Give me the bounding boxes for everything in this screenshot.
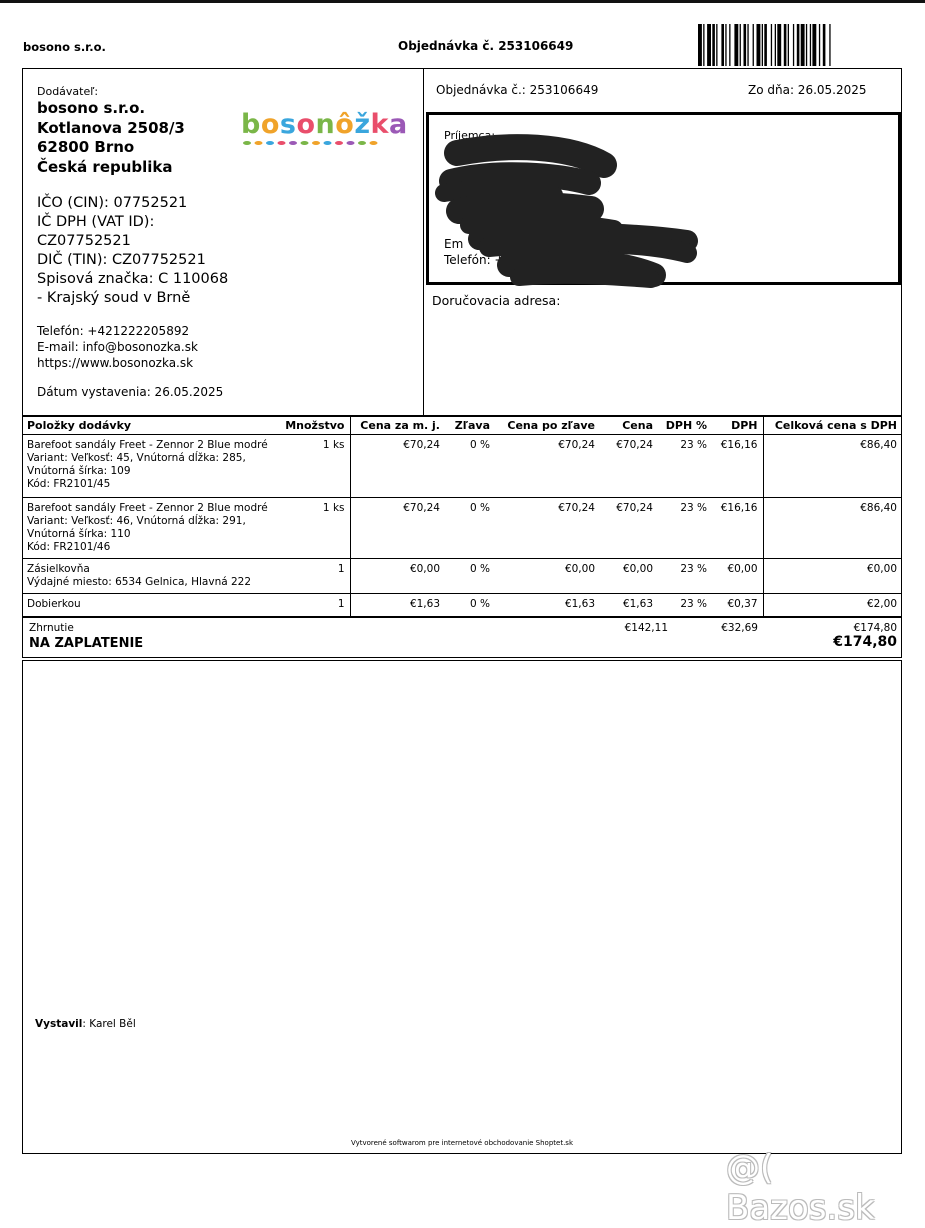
barcode-bar xyxy=(698,24,702,66)
recipient-email-partial: Em xyxy=(444,237,464,251)
bosonozka-logo xyxy=(239,105,408,147)
header-company: bosono s.r.o. xyxy=(23,40,106,54)
col-header-vat-pct: DPH % xyxy=(658,416,712,435)
item-total: €0,00 xyxy=(763,559,902,594)
supplier-id-line: - Krajský soud v Brně xyxy=(37,290,191,306)
notes-panel xyxy=(22,660,902,1154)
barcode-bar xyxy=(797,24,800,66)
barcode-bar xyxy=(721,24,724,66)
logo-footprint-dot xyxy=(243,141,251,145)
item-description xyxy=(22,594,280,616)
recipient-label: Príjemca: xyxy=(444,129,496,142)
col-header-unit-price: Cena za m. j. xyxy=(350,416,445,435)
item-vat: €0,00 xyxy=(712,559,763,594)
supplier-name-line: Česká republika xyxy=(37,157,173,176)
order-number: Objednávka č.: 253106649 xyxy=(436,83,599,97)
supplier-contact xyxy=(37,323,198,371)
logo-footprint-dot xyxy=(347,141,355,145)
summary-label: Zhrnutie xyxy=(29,622,74,634)
item-qty: 1 xyxy=(280,594,350,616)
item-price-after: €0,00 xyxy=(495,559,600,594)
summary-rule xyxy=(22,616,902,618)
svg-text:bosonôžka: bosonôžka xyxy=(241,109,408,140)
summary-grand-total: €174,80 xyxy=(833,634,897,650)
issue-date: Dátum vystavenia: 26.05.2025 xyxy=(37,385,224,399)
summary-price-total: €142,11 xyxy=(624,622,668,634)
supplier-id-line: Spisová značka: C 110068 xyxy=(37,271,229,287)
item-unit-price: €1,63 xyxy=(409,598,440,610)
barcode-bar xyxy=(819,24,820,66)
order-date: Zo dňa: 26.05.2025 xyxy=(748,83,867,97)
barcode-bar xyxy=(740,24,741,66)
logo-footprint-dot xyxy=(301,141,309,145)
barcode-bar xyxy=(764,24,767,66)
item-desc-line: Vnútorná šírka: 109 xyxy=(27,465,131,477)
supplier-web: https://www.bosonozka.sk xyxy=(37,356,194,370)
bazos-watermark: @( Bazos.sk xyxy=(726,1148,875,1228)
order-panel xyxy=(423,68,902,416)
items-header-row xyxy=(22,416,902,435)
barcode-bar xyxy=(823,24,826,66)
item-qty: 1 xyxy=(280,559,350,594)
supplier-id-line: DIČ (TIN): CZ07752521 xyxy=(37,252,206,268)
barcode-bar xyxy=(775,24,776,66)
item-desc-line: Kód: FR2101/45 xyxy=(27,478,111,490)
item-price-after: €1,63 xyxy=(564,598,595,610)
barcode-bar xyxy=(729,24,730,66)
col-header-price: Cena xyxy=(600,416,658,435)
item-vat: €0,37 xyxy=(712,594,763,616)
logo-footprint-dot xyxy=(312,141,320,145)
supplier-id-line: IČO (CIN): 07752521 xyxy=(37,195,188,211)
item-vat-pct: 23 % xyxy=(680,598,707,610)
item-price: €1,63 xyxy=(622,598,653,610)
supplier-ids xyxy=(37,194,327,308)
logo-footprint-dot xyxy=(335,141,343,145)
item-discount: 0 % xyxy=(445,435,495,498)
table-row xyxy=(22,559,902,594)
software-note: Vytvorené softwarom pre internetové obchodovanie Shoptet.sk xyxy=(350,1139,574,1147)
item-desc-line: Variant: Veľkosť: 46, Vnútorná dĺžka: 291, xyxy=(27,515,246,527)
header-order-title: Objednávka č. 253106649 xyxy=(398,39,574,53)
item-total: €86,40 xyxy=(763,435,902,498)
barcode-bar xyxy=(810,24,811,66)
item-qty: 1 ks xyxy=(280,498,350,559)
barcode-bar xyxy=(734,24,738,66)
barcode-bar xyxy=(757,24,761,66)
item-vat-pct: 23 % xyxy=(658,559,712,594)
item-desc-line: Dobierkou xyxy=(27,598,81,610)
barcode-bar xyxy=(744,24,747,66)
recipient-box xyxy=(426,112,901,285)
barcode-bar xyxy=(793,24,794,66)
barcode-image xyxy=(698,24,903,66)
barcode-bar xyxy=(829,24,830,66)
issued-by-label: Vystavil xyxy=(35,1018,83,1030)
logo-footprint-dot xyxy=(358,141,366,145)
barcode-bar xyxy=(806,24,807,66)
item-description xyxy=(22,435,280,498)
barcode-bar xyxy=(725,24,726,66)
item-discount: 0 % xyxy=(445,559,495,594)
item-desc-line: Kód: FR2101/46 xyxy=(27,541,111,553)
item-qty: 1 ks xyxy=(280,435,350,498)
item-price: €0,00 xyxy=(600,559,658,594)
delivery-address-label: Doručovacia adresa: xyxy=(432,293,561,308)
col-header-discount: Zľava xyxy=(445,416,495,435)
item-total: €2,00 xyxy=(866,598,897,610)
item-desc-line: Vnútorná šírka: 110 xyxy=(27,528,131,540)
table-row xyxy=(22,435,902,498)
table-row xyxy=(22,498,902,559)
logo-footprint-dot xyxy=(370,141,378,145)
logo-footprint-dot xyxy=(289,141,297,145)
table-row xyxy=(22,594,902,616)
supplier-name-line: bosono s.r.o. xyxy=(37,99,146,117)
supplier-name-line: Kotlanova 2508/3 xyxy=(37,118,185,137)
item-price: €70,24 xyxy=(600,435,658,498)
item-discount: 0 % xyxy=(445,498,495,559)
col-header-qty: Množstvo xyxy=(280,416,350,435)
barcode-bar xyxy=(812,24,816,66)
col-header-vat: DPH xyxy=(712,416,763,435)
col-header-price-after-discount: Cena po zľave xyxy=(495,416,600,435)
item-unit-price: €70,24 xyxy=(350,498,445,559)
item-description xyxy=(22,498,280,559)
issued-by xyxy=(35,1018,136,1030)
supplier-name-line: 62800 Brno xyxy=(37,138,135,156)
barcode-bar xyxy=(753,24,754,66)
logo-footprint-dot xyxy=(266,141,274,145)
item-discount: 0 % xyxy=(470,598,490,610)
logo-footprint-dot xyxy=(278,141,286,145)
recipient-phone-partial: Telefón: + xyxy=(444,253,505,267)
barcode-bar xyxy=(777,24,781,66)
summary-grand-total-small: €174,80 xyxy=(853,622,897,634)
supplier-phone: Telefón: +421222205892 xyxy=(37,324,190,338)
item-desc-line: Zásielkovňa xyxy=(27,563,90,575)
barcode-bar xyxy=(716,24,717,66)
barcode-bar xyxy=(707,24,711,66)
item-vat: €16,16 xyxy=(712,435,763,498)
item-unit-price: €0,00 xyxy=(350,559,445,594)
barcode-bar xyxy=(703,24,704,66)
items-table xyxy=(22,416,902,616)
item-total: €86,40 xyxy=(763,498,902,559)
barcode-bar xyxy=(762,24,763,66)
supplier-email: E-mail: info@bosonozka.sk xyxy=(37,340,198,354)
supplier-id-line: CZ07752521 xyxy=(37,233,131,249)
item-desc-line: Variant: Veľkosť: 45, Vnútorná dĺžka: 285, xyxy=(27,452,246,464)
supplier-panel xyxy=(22,68,424,416)
supplier-id-line: IČ DPH (VAT ID): xyxy=(37,214,155,230)
barcode-bar xyxy=(747,24,748,66)
item-desc-line: Barefoot sandály Freet - Zennor 2 Blue modré xyxy=(27,439,268,451)
barcode-bar xyxy=(771,24,772,66)
redaction-scribble xyxy=(429,115,904,315)
col-header-total: Celková cena s DPH xyxy=(763,416,902,435)
item-price-after: €70,24 xyxy=(495,435,600,498)
item-vat: €16,16 xyxy=(712,498,763,559)
barcode-bar xyxy=(784,24,787,66)
supplier-label: Dodávateľ: xyxy=(37,85,99,98)
item-vat-pct: 23 % xyxy=(658,498,712,559)
logo-footprint-dot xyxy=(255,141,263,145)
barcode-bar xyxy=(712,24,715,66)
item-price: €70,24 xyxy=(600,498,658,559)
supplier-name-block xyxy=(37,99,185,177)
item-description xyxy=(22,559,280,594)
item-price-after: €70,24 xyxy=(495,498,600,559)
issued-by-name: : Karel Běl xyxy=(82,1018,136,1030)
top-rule xyxy=(0,0,925,3)
barcode-bar xyxy=(788,24,789,66)
col-header-items: Položky dodávky xyxy=(22,416,280,435)
logo-footprint-dot xyxy=(324,141,332,145)
item-unit-price: €70,24 xyxy=(350,435,445,498)
pay-label: NA ZAPLATENIE xyxy=(29,636,144,651)
summary-vat-total: €32,69 xyxy=(721,622,758,634)
item-desc-line: Výdajné miesto: 6534 Gelnica, Hlavná 222 xyxy=(27,576,252,588)
item-desc-line: Barefoot sandály Freet - Zennor 2 Blue modré xyxy=(27,502,268,514)
item-vat-pct: 23 % xyxy=(658,435,712,498)
barcode-bar xyxy=(801,24,805,66)
